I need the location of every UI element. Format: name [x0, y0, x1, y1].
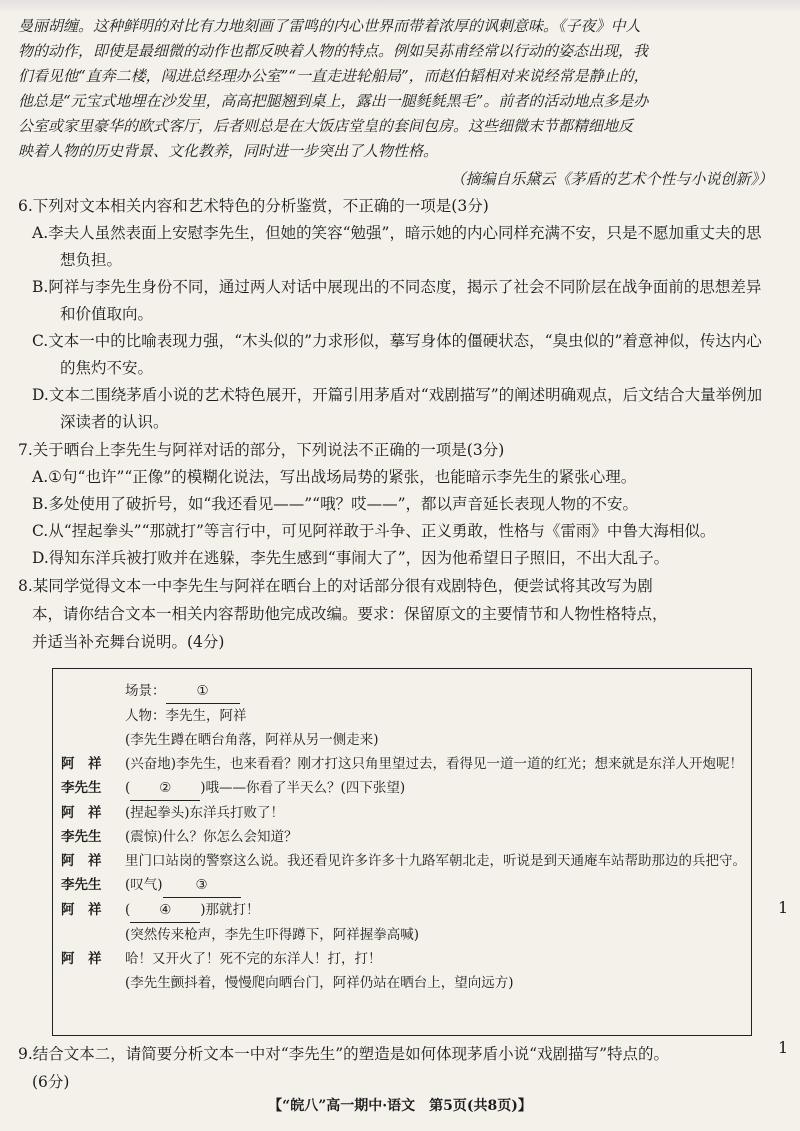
q6-option-a: A.李夫人虽然表面上安慰李先生，但她的笑容“勉强”，暗示她的内心同样充满不安，只是不愿加重丈夫的思想负担。 — [32, 224, 762, 269]
answer-blank-4[interactable]: ④ — [130, 898, 200, 923]
q6-option-d: D.文本二围绕茅盾小说的艺术特色展开，开篇引用茅盾对“戏剧描写”的阐述明确观点，后文结合大量举例加深读者的认识。 — [32, 386, 763, 431]
speaker: 李先生 — [61, 877, 102, 893]
question-8-stem-line: 并适当补充舞台说明。(4分) — [32, 633, 225, 651]
passage-line: 曼丽胡缠。这种鲜明的对比有力地刻画了雷鸣的内心世界而带着浓厚的讽刺意味。《子夜》中人 — [18, 17, 641, 35]
question-9-line: 9.结合文本二，请简要分析文本一中对“李先生”的塑造是如何体现茅盾小说“戏剧描写”特点的。 — [18, 1045, 669, 1063]
dialogue-line — [61, 801, 747, 825]
margin-mark: 1 — [778, 1038, 789, 1057]
stage-direction: (李先生蹲在晒台角落，阿祥从另一侧走来) — [125, 732, 379, 748]
speaker: 阿 祥 — [61, 756, 102, 772]
dialogue-post: )哦——你看了半天么？(四下张望) — [200, 780, 406, 796]
speaker: 阿 祥 — [61, 853, 102, 869]
speaker: 李先生 — [61, 829, 102, 845]
question-9 — [18, 1040, 773, 1096]
answer-blank-1[interactable]: ① — [166, 679, 240, 704]
page-top-edge — [0, 0, 800, 14]
answer-blank-3[interactable]: ③ — [163, 873, 241, 898]
stage-direction: (李先生颤抖着，慢慢爬向晒台门，阿祥仍站在晒台上，望向远方) — [125, 975, 514, 991]
dialogue-post: )那就打！ — [200, 902, 260, 918]
q7-option-d: D.得知东洋兵被打败并在逃躲，李先生感到“事闹大了”，因为他希望日子照旧，不出大乱子。 — [32, 549, 670, 567]
dialogue-text: (捏起拳头)东洋兵打败了！ — [125, 805, 285, 821]
question-9-line: (6分) — [32, 1073, 70, 1091]
speaker: 阿 祥 — [61, 805, 102, 821]
script-box — [52, 668, 752, 1036]
passage — [18, 14, 773, 164]
dialogue-line — [61, 873, 747, 898]
q7-option-b: B.多处使用了破折号，如“我还看见——”“哦？哎——”，都以声音延长表现人物的不安。 — [32, 495, 639, 513]
dialogue-line — [61, 752, 747, 776]
dialogue-line — [61, 898, 747, 923]
dialogue-line — [61, 825, 747, 849]
dialogue-pre: ( — [125, 902, 131, 918]
q6-option-c: C.文本一中的比喻表现力强，“木头似的”力求形似，摹写身体的僵硬状态，“臭虫似的”着意神似，传达内心的焦灼不安。 — [32, 332, 762, 377]
script-content — [61, 679, 747, 995]
speaker: 李先生 — [61, 780, 102, 796]
q6-option-b: B.阿祥与李先生身份不同，通过两人对话中展现出的不同态度，揭示了社会不同阶层在战争面前的思想差异和价值取向。 — [32, 278, 762, 323]
passage-line: 们看见他“直奔二楼，闯进总经理办公室”“一直走进轮船局”，而赵伯韬相对来说经常是静止的， — [18, 67, 649, 85]
page-content — [18, 14, 773, 656]
passage-line: 物的动作，即使是最细微的动作也都反映着人物的特点。例如吴荪甫经常以行动的姿态出现，我 — [18, 42, 649, 60]
dialogue-text — [125, 776, 747, 801]
question-7-stem: 7.关于晒台上李先生与阿祥对话的部分，下列说法不正确的一项是(3分) — [18, 441, 505, 459]
dialogue-line — [61, 849, 747, 873]
dialogue-line — [61, 947, 747, 971]
dialogue-text: 哈！又开火了！死不完的东洋人！打，打！ — [125, 951, 382, 967]
dialogue-line — [61, 776, 747, 801]
dialogue-pre: ( — [125, 780, 131, 796]
margin-mark: 1 — [778, 898, 789, 917]
dialogue-text: (兴奋地)李先生，也来看看？刚才打这只角里望过去，看得见一道一道的红光；想来就是东洋人开炮呢！ — [125, 756, 744, 772]
speaker: 阿 祥 — [61, 902, 102, 918]
characters-line: 人物：李先生，阿祥 — [125, 708, 247, 724]
question-8-stem-line: 8.某同学觉得文本一中李先生与阿祥在晒台上的对话部分很有戏剧特色，便尝试将其改写为剧 — [18, 577, 653, 595]
dialogue-text: 里门口站岗的警察这么说。我还看见许多许多十九路军朝北走，听说是到天通庵车站帮助那边的兵把守。 — [125, 853, 746, 869]
answer-blank-2[interactable]: ② — [130, 776, 200, 801]
passage-line: 他总是“元宝式地埋在沙发里，高高把腿翘到桌上，露出一腿毵毵黑毛”。前者的活动地点多是办 — [18, 92, 649, 110]
passage-line: 映着人物的历史背景、文化教养，同时进一步突出了人物性格。 — [18, 142, 439, 160]
passage-line: 公室或家里豪华的欧式客厅，后者则总是在大饭店堂皇的套间包房。这些细微末节都精细地反 — [18, 117, 634, 135]
scene-line — [61, 679, 747, 704]
dialogue-text: (震惊)什么？你怎么会知道？ — [125, 829, 298, 845]
scene-label: 场景： — [125, 683, 166, 699]
stage-direction: (突然传来枪声，李先生吓得蹲下，阿祥握拳高喊) — [125, 927, 420, 943]
dialogue-pre: (叹气) — [125, 877, 163, 893]
dialogue-text — [125, 873, 747, 898]
dialogue-text — [125, 898, 747, 923]
question-6-stem: 6.下列对文本相关内容和艺术特色的分析鉴赏，不正确的一项是(3分) — [18, 197, 489, 215]
q7-option-a: A.①句“也许”“正像”的模糊化说法，写出战场局势的紧张，也能暗示李先生的紧张心理。 — [32, 468, 637, 486]
page-footer: 【“皖八”高一期中·语文 第5页(共8页)】 — [268, 1098, 532, 1114]
q7-option-c: C.从“捏起拳头”“那就打”等言行中，可见阿祥敢于斗争、正义勇敢，性格与《雷雨》中鲁大海相似。 — [32, 522, 716, 540]
question-8-stem-line: 本，请你结合文本一相关内容帮助他完成改编。要求：保留原文的主要情节和人物性格特点， — [32, 605, 668, 623]
speaker: 阿 祥 — [61, 951, 102, 967]
passage-source: （摘编自乐黛云《茅盾的艺术个性与小说创新》） — [450, 170, 773, 188]
